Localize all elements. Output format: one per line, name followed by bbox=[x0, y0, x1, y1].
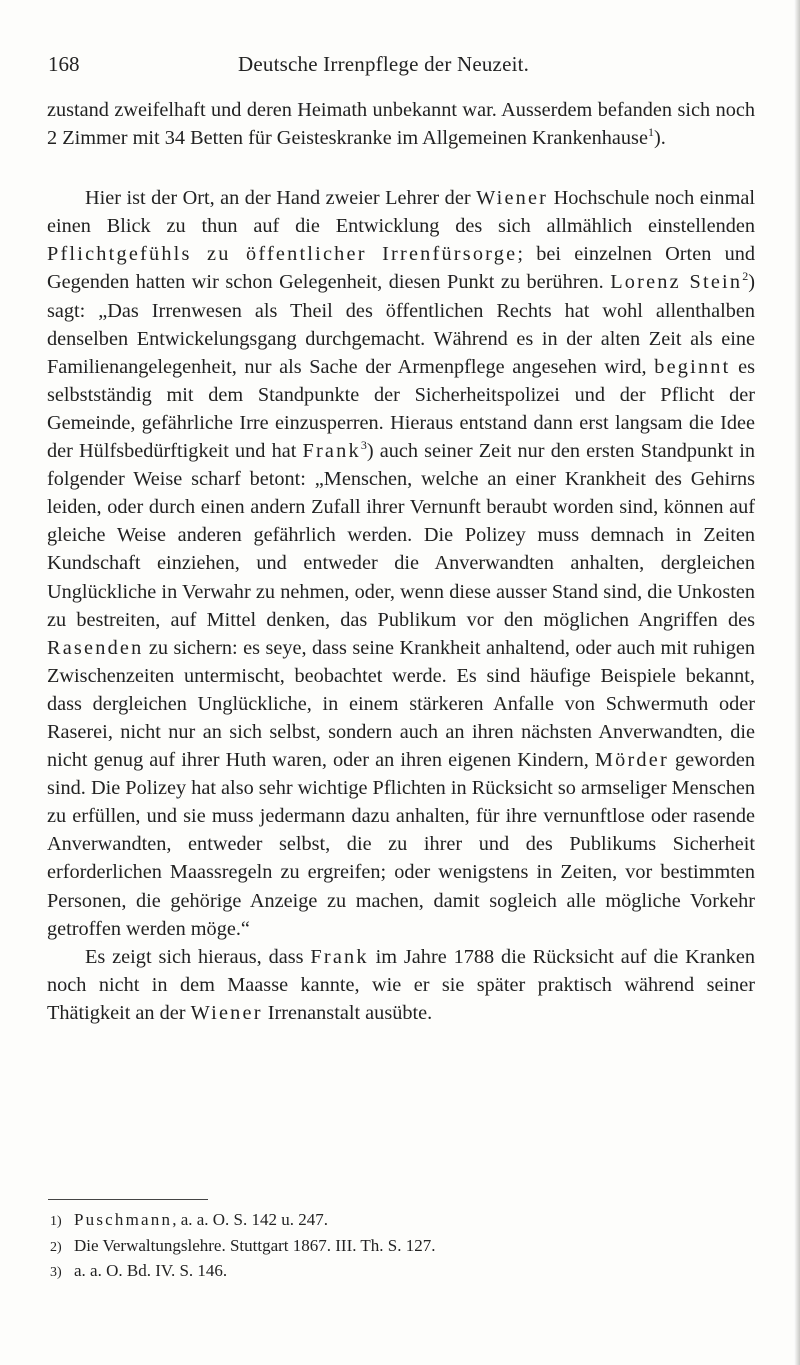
paragraph-2-part-b: Hochschule noch einmal einen Blick zu thun auf die Entwicklung des sich allmählich einstellenden bbox=[47, 187, 755, 238]
paragraph-3-part-c: Irrenanstalt ausübte. bbox=[262, 1001, 433, 1024]
paragraph-1 bbox=[47, 96, 755, 152]
spaced-frank: Frank bbox=[302, 440, 361, 463]
running-title: Deutsche Irrenpflege der Neuzeit. bbox=[238, 52, 530, 76]
paragraph-2-part-g: zu sichern: es seye, dass seine Krankheit anhaltend, oder auch mit ruhigen Zwischenzeiten untermischt, beobachtet werde. Es sind häufige Beispiele bekannt, dass dergleichen Unglückliche, in einem stärkeren Anfalle von Schwermuth oder Raserei, nicht nur an sich selbst, sondern auch an ihren nächsten Anverwandten, die nicht genug auf ihrer Huth waren, oder an ihren eigenen Kindern, bbox=[47, 636, 755, 772]
paragraph-2 bbox=[47, 184, 755, 943]
spaced-wiener-2: Wiener bbox=[190, 1001, 263, 1024]
paragraph-3-part-b: im Jahre 1788 die Rücksicht auf die Kranken noch nicht in dem Maasse kannte, wie er sie später praktisch während seiner Thätigkeit an der bbox=[47, 945, 756, 1024]
footnote-author: Puschmann bbox=[74, 1210, 173, 1229]
footnote-text: Die Verwaltungslehre. Stuttgart 1867. III. Th. S. 127. bbox=[74, 1235, 436, 1255]
footnote-3 bbox=[50, 1259, 750, 1285]
footnote-ref-1: 1 bbox=[647, 125, 654, 140]
spaced-beginnt: beginnt bbox=[654, 355, 731, 378]
footnotes bbox=[50, 1208, 750, 1285]
footnote-divider bbox=[48, 1199, 208, 1200]
footnote-ref-2: 2 bbox=[742, 269, 749, 284]
spaced-moerder: Mörder bbox=[594, 749, 669, 772]
paragraph-1-text: zustand zweifelhaft und deren Heimath unbekannt war. Ausserdem befanden sich noch 2 Zimmer mit 34 Betten für Geisteskranke im Allgemeinen Krankenhause bbox=[47, 99, 755, 150]
footnote-2 bbox=[50, 1234, 750, 1260]
paragraph-2-part-h: geworden sind. Die Polizey hat also sehr wichtige Pflichten in Rücksicht so armseliger Menschen zu erfüllen, und sie muss jedermann dazu anhalten, für ihre vernunftlose oder rasende Anverwandten, entweder selbst, die zu ihrer und des Publikums Sicherheit erforderlichen Maassregeln zu ergreifen; oder wenigstens in Zeiten, vor bestimmten Personen, die gehörige Anzeige zu machen, damit sogleich alle mögliche Vorkehr getroffen werden möge.“ bbox=[47, 749, 756, 940]
paragraph-2-part-f: ) auch seiner Zeit nur den ersten Standpunkt in folgender Weise scharf betont: „Menschen, welche an einer Krankheit des Gehirns leiden, oder durch einen andern Zufall ihrer Vernunft beraubt worden sind, können auf gleiche Weise anderen gefährlich werden. Die Polizey muss demnach in Zeiten Kundschaft einziehen, und entweder die Anverwandten anhalten, dergleichen Unglückliche in Verwahr zu nehmen, oder, wenn diese ausser Stand sind, die Unkosten zu bestreiten, auf Mittel denken, das Publikum vor den möglichen Angriffen des bbox=[47, 440, 756, 631]
footnote-ref-3: 3 bbox=[360, 438, 367, 453]
footnote-text: , a. a. O. S. 142 u. 247. bbox=[172, 1210, 329, 1229]
spaced-lorenz-stein: Lorenz Stein bbox=[610, 271, 743, 294]
page-edge-shadow bbox=[794, 0, 800, 1365]
footnote-mark: 3) bbox=[50, 1265, 62, 1280]
paragraph-2-part-a: Hier ist der Ort, an der Hand zweier Lehrer der bbox=[85, 187, 477, 210]
footnote-text: a. a. O. Bd. IV. S. 146. bbox=[74, 1261, 228, 1280]
paragraph-2-part-e: es selbstständig mit dem Standpunkte der Sicherheitspolizei und der Pflicht der Gemeinde, gefährliche Irre einzusperren. Hieraus entstand dann erst langsam die Idee der Hülfsbedürftigkeit und hat bbox=[47, 355, 756, 463]
paragraph-3 bbox=[47, 943, 755, 1027]
paragraph-2-part-d: ) sagt: „Das Irrenwesen als Theil des öffentlichen Rechts hat wohl allenthalben denselben Entwickelungsgang durchgemacht. Während es in der alten Zeit als eine Familienangelegenheit, nur als Sache der Armenpflege angesehen wird, bbox=[47, 271, 755, 378]
body-text bbox=[47, 96, 755, 1027]
paragraph-1-tail: ). bbox=[653, 127, 666, 150]
footnote-1 bbox=[50, 1208, 750, 1234]
footnote-mark: 1) bbox=[50, 1214, 62, 1229]
spaced-pflichtgefuehls: Pflichtgefühls zu öffentlicher Irrenfürsorge bbox=[47, 243, 518, 266]
spaced-wiener: Wiener bbox=[476, 187, 549, 210]
paragraph-2-part-c: ; bei einzelnen Orten und Gegenden hatten wir schon Gelegenheit, diesen Punkt zu berühren. bbox=[47, 243, 756, 294]
spaced-rasenden: Rasenden bbox=[47, 636, 144, 659]
running-head bbox=[48, 52, 756, 82]
spaced-frank-2: Frank bbox=[310, 945, 369, 968]
footnote-mark: 2) bbox=[50, 1239, 62, 1255]
paragraph-3-part-a: Es zeigt sich hieraus, dass bbox=[85, 945, 311, 968]
page-number: 168 bbox=[48, 52, 80, 76]
